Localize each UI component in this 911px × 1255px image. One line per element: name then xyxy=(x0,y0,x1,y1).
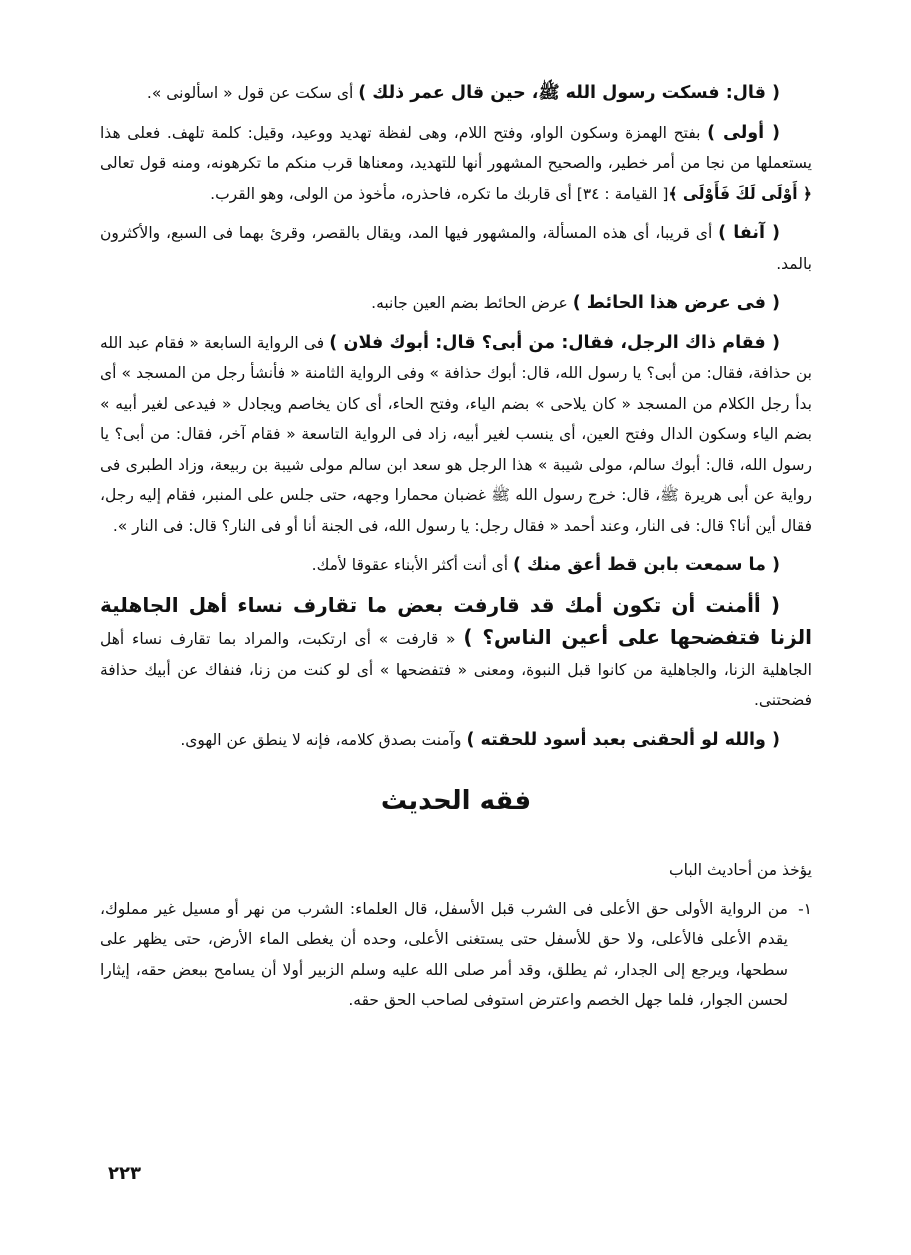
explanation: أى أنت أكثر الأبناء عقوقا لأمك. xyxy=(311,556,513,574)
quran-quote: ﴿ أَوْلَى لَكَ فَأَوْلَى ﴾ xyxy=(668,184,812,203)
page-number: ٢٢٣ xyxy=(108,1163,141,1184)
lemma: ( فقام ذاك الرجل، فقال: من أبى؟ قال: أبوك فلان ) xyxy=(329,332,780,353)
lemma: ( والله لو ألحقنى بعبد أسود للحقته ) xyxy=(466,729,780,750)
book-page xyxy=(100,78,812,1016)
explanation: بفتح الهمزة وسكون الواو، وفتح اللام، وهى لفظة تهديد ووعيد، وقيل: كلمة تلهف. فعلى هذا يستعملها من نجا من أمر خطير، والصحيح المشهور أنها للتهديد، ومعناها قرب منكم ما تكرهونه، ومنه قول تعالى xyxy=(100,123,812,172)
explanation: وآمنت بصدق كلامه، فإنه لا ينطق عن الهوى. xyxy=(180,730,467,749)
commentary-paragraph xyxy=(100,218,812,279)
explanation: عرض الحائط بضم العين جانبه. xyxy=(371,294,573,312)
explanation: أى سكت عن قول « اسألونى ». xyxy=(146,84,359,102)
lemma: ( فى عرض هذا الحائط ) xyxy=(572,293,780,313)
lemma: ( ما سمعت بابن قط أعق منك ) xyxy=(512,555,780,575)
lemma: ( قال: فسكت رسول الله ﷺ، حين قال عمر ذلك ) xyxy=(358,83,780,103)
commentary-paragraph xyxy=(100,590,812,716)
section-title: فقه الحديث xyxy=(380,786,532,816)
lemma: ( آنفا ) xyxy=(718,223,781,243)
commentary-paragraph xyxy=(100,288,812,319)
list-text: من الرواية الأولى حق الأعلى فى الشرب قبل الأسفل، قال العلماء: الشرب من نهر أو مسيل غير مملوك، يقدم الأعلى فالأعلى، ولا حق للأسفل حتى يستغنى الأعلى، وحده أن يغطى الماء الأرض، حتى يظهر على سطحها، ويرجع إلى الجدار، ثم يطلق، وقد أمر صلى الله عليه وسلم الزبير أولا أن يسامح ببعض حقه، إيثارا لحسن الجوار، فلما جهل الخصم واعترض استوفى لصاحب الحق حقه. xyxy=(100,899,788,1009)
explanation: فى الرواية السابعة « فقام عبد الله بن حذافة، فقال: من أبى؟ يا رسول الله، قال: أبوك حذافة » وفى الرواية الثامنة « فأنشأ رجل من المسجد » أى بدأ رجل الكلام من المسجد « كان يلاحى » بضم الياء، وفتح الحاء، أى كان يخاصم ويجادل « فيدعى لغير أبيه » بضم الياء وسكون الدال وفتح العين، أى ينسب لغير أبيه، زاد فى الرواية التاسعة « فقام آخر، فقال: من أبى؟ يا رسول الله، قال: أبوك سالم، مولى شيبة » هذا الرجل هو سعد ابن سالم مولى شيبة بن ربيعة، وزاد الطبرى فى رواية عن أبى هريرة ﷺ، قال: خرج رسول الله ﷺ غضبان محمارا وجهه، حتى جلس على المنبر، فقام إليه رجل، فقال أين أنا؟ قال: فى النار، وعند أحمد « فقال رجل: يا رسول الله، فى الجنة أنا أو فى النار؟ قال: فى النار ». xyxy=(100,333,812,535)
commentary-paragraph xyxy=(100,550,812,581)
section-intro: يؤخذ من أحاديث الباب xyxy=(669,861,812,879)
ruling-list-item xyxy=(100,894,812,1016)
lemma: ( أولى ) xyxy=(707,122,780,143)
explanation: أى قريبا، أى هذه المسألة، والمشهور فيها المد، ويقال بالقصر، وقرئ بهما فى السبع، والأكثرون بالمد. xyxy=(100,224,812,273)
explanation: « قارفت » أى ارتكبت، والمراد بما تقارف نساء أهل الجاهلية الزنا، والجاهلية من كانوا قبل النبوة، ومعنى « فتفضحها » أى لو كنت من زنا، فنفاك عن أبيك حذافة فضحتنى. xyxy=(100,630,812,709)
list-number: ١- xyxy=(798,899,812,918)
commentary-paragraph xyxy=(100,725,812,756)
lemma: ( أأمنت أن تكون أمك قد قارفت بعض ما تقارف نساء أهل الجاهلية الزنا فتفضحها على أعين الناس؟ ) xyxy=(100,592,812,649)
commentary-paragraph xyxy=(100,118,812,210)
commentary-paragraph xyxy=(100,78,812,109)
commentary-paragraph xyxy=(100,328,812,542)
explanation-continued: [ القيامة : ٣٤] أى قاربك ما تكره، فاحذره، مأخوذ من الولى، وهو القرب. xyxy=(210,184,669,203)
